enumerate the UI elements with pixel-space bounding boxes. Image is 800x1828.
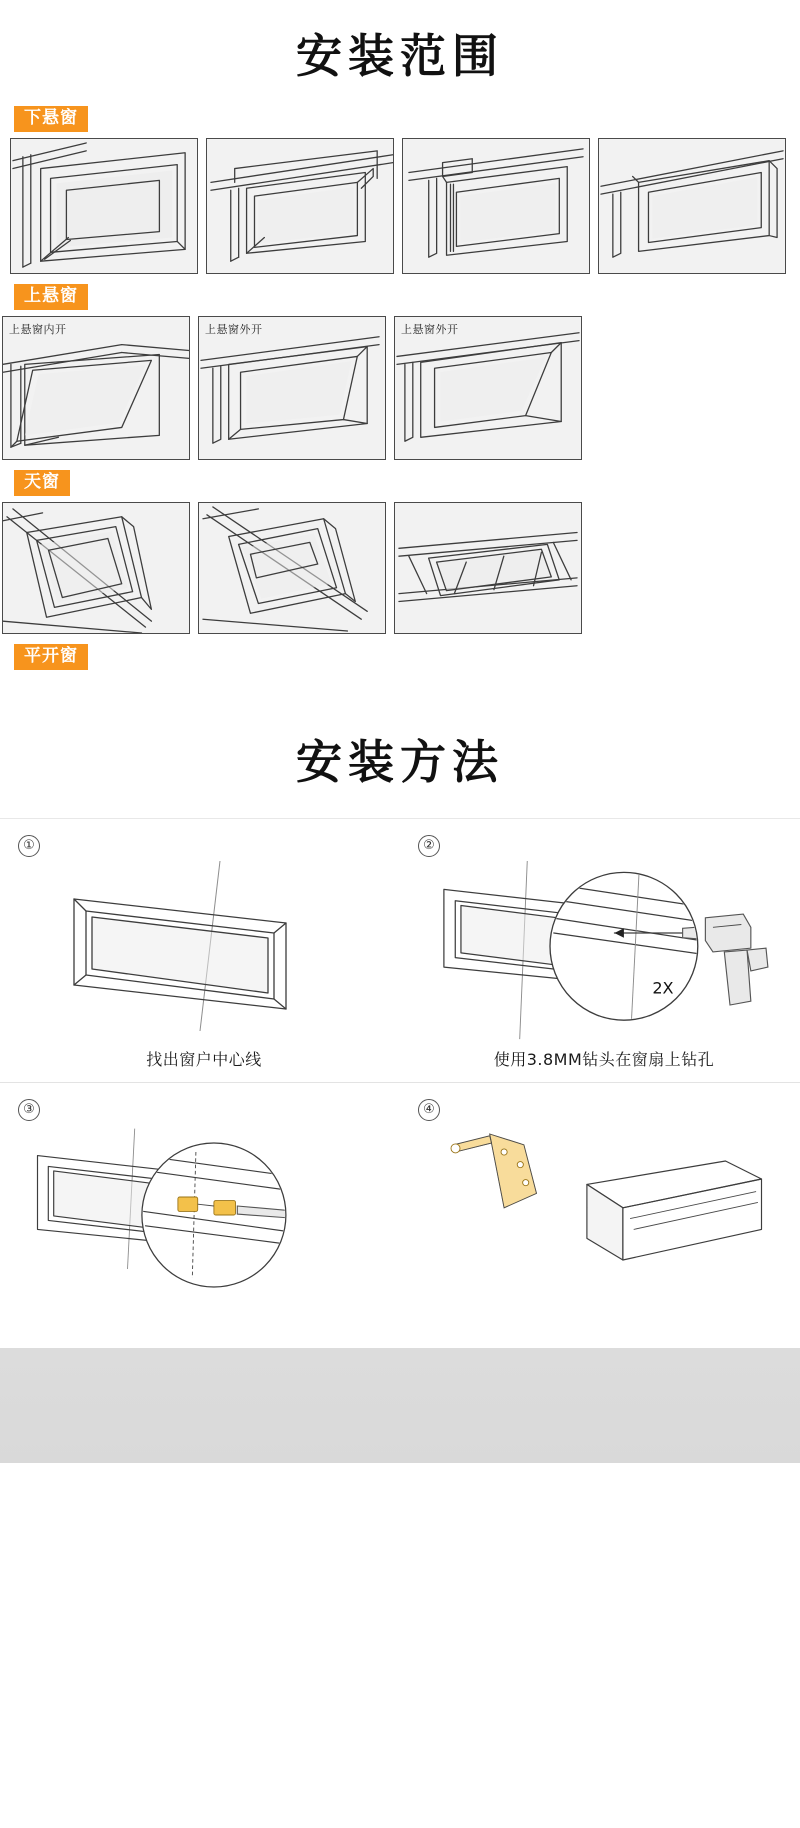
panel-grid-top-hung [0,316,800,460]
top-hung-outward-diagram-1 [198,316,386,460]
panel-grid-skylight [0,502,800,634]
panel-caption: 上悬窗外开 [205,323,263,336]
step-1 [0,819,400,1082]
step-2-caption: 使用3.8MM钻头在窗扇上钻孔 [493,1050,715,1069]
label-top-hung: 上悬窗 [14,284,88,310]
step-2-annotation: 2X [652,978,674,998]
label-skylight: 天窗 [14,470,70,496]
step-1-illustration [18,861,390,1041]
install-steps [0,818,800,1343]
tag-row-skylight [0,460,800,502]
step-3-caption [18,1305,390,1311]
hinge-bracket-icon [451,1134,537,1208]
panel-caption: 上悬窗内开 [9,323,67,336]
skylight-diagram-2 [198,502,386,634]
drill-icon [705,914,768,1005]
bottom-hung-diagram-4 [598,138,786,274]
page-title-method: 安装方法 [296,735,504,789]
step-4-illustration [418,1125,790,1305]
tag-row-bottom-hung [0,96,800,138]
step-2-illustration [418,861,790,1041]
step-2-number: ② [418,835,440,857]
bottom-hung-diagram-1 [10,138,198,274]
step-4-number: ④ [418,1099,440,1121]
step-3 [0,1083,400,1343]
step-row-2 [0,1082,800,1343]
skylight-diagram-3 [394,502,582,634]
skylight-diagram-1 [2,502,190,634]
page-title-scope: 安装范围 [296,29,504,83]
step-1-number: ① [18,835,40,857]
step-4 [400,1083,800,1343]
step-2 [400,819,800,1082]
step-row-1 [0,818,800,1082]
step-4-caption [418,1305,790,1311]
page-bottom-fade [0,1343,800,1463]
bottom-hung-diagram-3 [402,138,590,274]
tag-row-top-hung [0,274,800,316]
tag-row-casement [0,634,800,676]
step-1-caption: 找出窗户中心线 [146,1050,262,1069]
bottom-hung-diagram-2 [206,138,394,274]
step-3-illustration [18,1125,390,1305]
step-3-number: ③ [18,1099,40,1121]
panel-caption: 上悬窗外开 [401,323,459,336]
panel-grid-bottom-hung [0,138,800,274]
top-hung-inward-diagram [2,316,190,460]
label-bottom-hung: 下悬窗 [14,106,88,132]
label-casement: 平开窗 [14,644,88,670]
top-hung-outward-diagram-2 [394,316,582,460]
